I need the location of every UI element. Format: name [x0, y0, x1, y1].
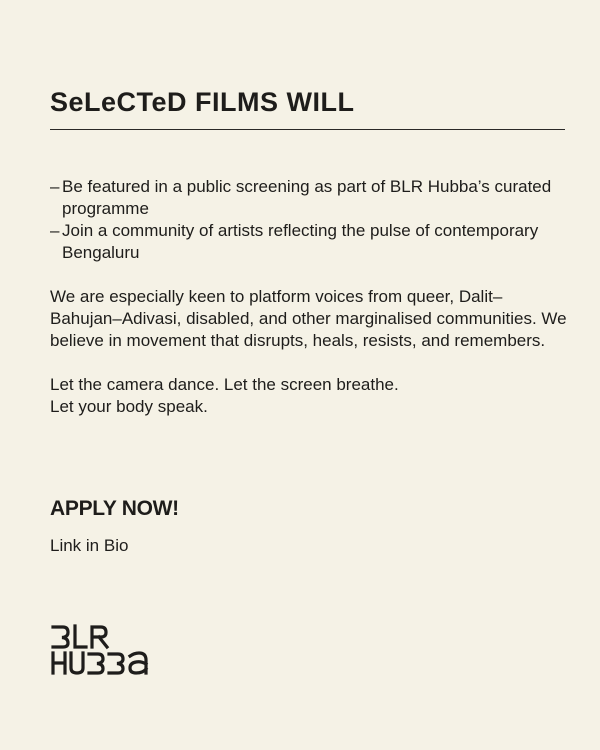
- apply-now-heading: APPLY NOW!: [50, 497, 179, 520]
- bullet-dash: –: [50, 221, 60, 240]
- closing-paragraph: Let the camera dance. Let the screen breathe. Let your body speak.: [50, 375, 399, 416]
- page-title: SeLeCTeD FILMS WILL: [50, 87, 355, 117]
- link-in-bio-text: Link in Bio: [50, 536, 129, 555]
- list-item: [50, 176, 570, 220]
- inclusion-paragraph: We are especially keen to platform voices from queer, Dalit–Bahujan–Adivasi, disabled, and other marginalised communities. We believe in movement that disrupts, heals, resists, and remembers.: [50, 287, 567, 350]
- list-item: [50, 220, 570, 264]
- bullet-text: Be featured in a public screening as part of BLR Hubba’s curated programme: [62, 177, 552, 218]
- main-content: [50, 176, 570, 418]
- blr-hubba-logo: [50, 624, 162, 681]
- divider: [50, 129, 565, 130]
- bullet-text: Join a community of artists reflecting the pulse of contemporary Bengaluru: [62, 221, 539, 262]
- bullet-dash: –: [50, 177, 60, 196]
- benefits-list: [50, 176, 570, 264]
